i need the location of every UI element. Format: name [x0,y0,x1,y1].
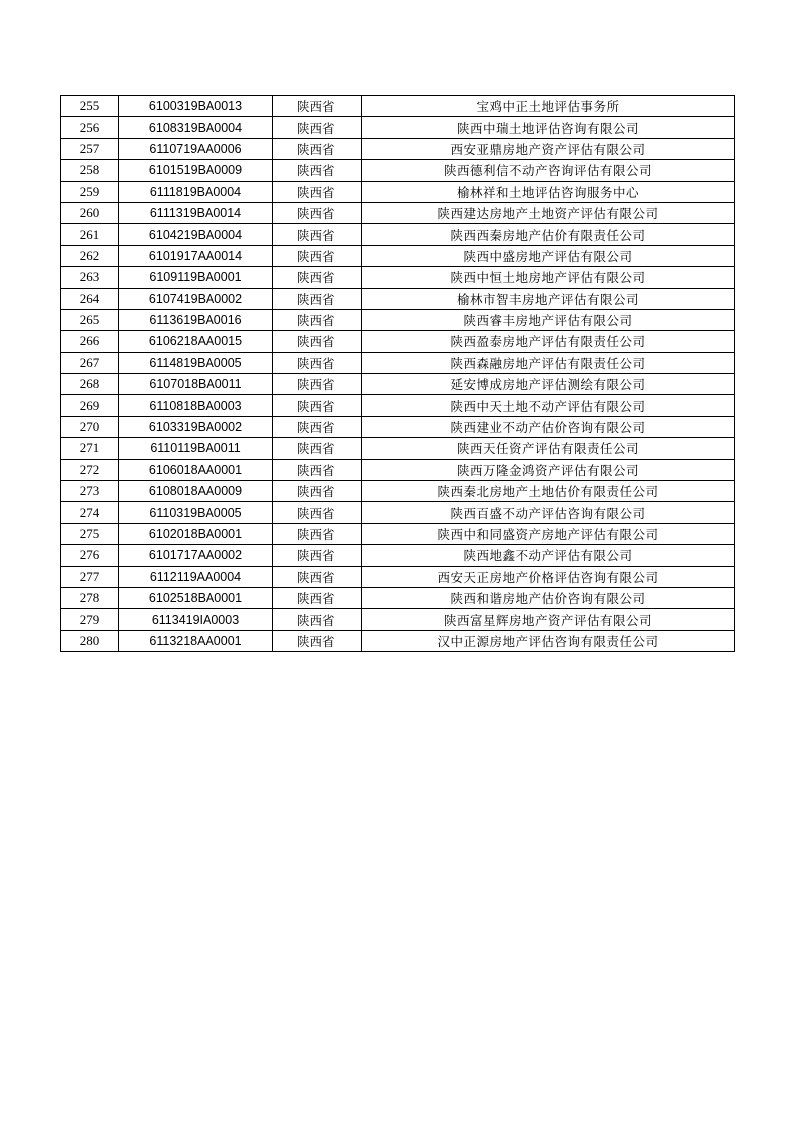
row-number-cell: 278 [61,587,119,608]
row-number-cell: 266 [61,331,119,352]
company-name-cell: 西安天正房地产价格评估咨询有限公司 [362,566,735,587]
registration-code-cell: 6114819BA0005 [119,352,273,373]
province-cell: 陕西省 [273,224,362,245]
company-name-cell: 陕西西秦房地产估价有限责任公司 [362,224,735,245]
province-cell: 陕西省 [273,117,362,138]
table-row [61,181,735,202]
table-row [61,202,735,223]
row-number-cell: 273 [61,481,119,502]
province-cell: 陕西省 [273,545,362,566]
table-row [61,267,735,288]
table-row [61,224,735,245]
company-name-cell: 陕西中恒土地房地产评估有限公司 [362,267,735,288]
province-cell: 陕西省 [273,138,362,159]
table-row [61,160,735,181]
company-name-cell: 陕西中和同盛资产房地产评估有限公司 [362,523,735,544]
registration-code-cell: 6108319BA0004 [119,117,273,138]
registration-code-cell: 6113419IA0003 [119,609,273,630]
row-number-cell: 259 [61,181,119,202]
row-number-cell: 275 [61,523,119,544]
table-row [61,395,735,416]
province-cell: 陕西省 [273,609,362,630]
table-row [61,96,735,117]
table-row [61,502,735,523]
row-number-cell: 268 [61,374,119,395]
row-number-cell: 257 [61,138,119,159]
province-cell: 陕西省 [273,566,362,587]
registration-code-cell: 6101917AA0014 [119,245,273,266]
registration-code-cell: 6107018BA0011 [119,374,273,395]
agency-table [60,95,735,652]
row-number-cell: 258 [61,160,119,181]
company-name-cell: 陕西中瑞土地评估咨询有限公司 [362,117,735,138]
registration-code-cell: 6111819BA0004 [119,181,273,202]
province-cell: 陕西省 [273,288,362,309]
table-row [61,416,735,437]
company-name-cell: 陕西建业不动产估价咨询有限公司 [362,416,735,437]
province-cell: 陕西省 [273,96,362,117]
province-cell: 陕西省 [273,309,362,330]
table-row [61,630,735,651]
row-number-cell: 270 [61,416,119,437]
row-number-cell: 265 [61,309,119,330]
company-name-cell: 宝鸡中正土地评估事务所 [362,96,735,117]
registration-code-cell: 6110818BA0003 [119,395,273,416]
company-name-cell: 陕西天任资产评估有限责任公司 [362,438,735,459]
province-cell: 陕西省 [273,267,362,288]
row-number-cell: 261 [61,224,119,245]
table-row [61,352,735,373]
row-number-cell: 263 [61,267,119,288]
registration-code-cell: 6102518BA0001 [119,587,273,608]
province-cell: 陕西省 [273,459,362,480]
province-cell: 陕西省 [273,502,362,523]
province-cell: 陕西省 [273,481,362,502]
company-name-cell: 陕西中天土地不动产评估有限公司 [362,395,735,416]
company-name-cell: 陕西百盛不动产评估咨询有限公司 [362,502,735,523]
province-cell: 陕西省 [273,245,362,266]
registration-code-cell: 6108018AA0009 [119,481,273,502]
company-name-cell: 榆林市智丰房地产评估有限公司 [362,288,735,309]
province-cell: 陕西省 [273,160,362,181]
province-cell: 陕西省 [273,395,362,416]
province-cell: 陕西省 [273,523,362,544]
province-cell: 陕西省 [273,202,362,223]
agency-table-body [61,96,735,652]
registration-code-cell: 6113218AA0001 [119,630,273,651]
province-cell: 陕西省 [273,331,362,352]
registration-code-cell: 6107419BA0002 [119,288,273,309]
table-row [61,438,735,459]
province-cell: 陕西省 [273,181,362,202]
province-cell: 陕西省 [273,416,362,437]
company-name-cell: 榆林祥和土地评估咨询服务中心 [362,181,735,202]
table-row [61,523,735,544]
company-name-cell: 西安亚鼎房地产资产评估有限公司 [362,138,735,159]
row-number-cell: 262 [61,245,119,266]
table-row [61,587,735,608]
row-number-cell: 272 [61,459,119,480]
table-row [61,288,735,309]
row-number-cell: 276 [61,545,119,566]
registration-code-cell: 6104219BA0004 [119,224,273,245]
registration-code-cell: 6110719AA0006 [119,138,273,159]
table-row [61,309,735,330]
company-name-cell: 陕西森融房地产评估有限责任公司 [362,352,735,373]
company-name-cell: 汉中正源房地产评估咨询有限责任公司 [362,630,735,651]
company-name-cell: 陕西和谐房地产估价咨询有限公司 [362,587,735,608]
company-name-cell: 陕西富星辉房地产资产评估有限公司 [362,609,735,630]
province-cell: 陕西省 [273,352,362,373]
table-row [61,459,735,480]
table-row [61,374,735,395]
registration-code-cell: 6101519BA0009 [119,160,273,181]
registration-code-cell: 6112119AA0004 [119,566,273,587]
registration-code-cell: 6106218AA0015 [119,331,273,352]
row-number-cell: 277 [61,566,119,587]
registration-code-cell: 6111319BA0014 [119,202,273,223]
row-number-cell: 271 [61,438,119,459]
company-name-cell: 陕西中盛房地产评估有限公司 [362,245,735,266]
company-name-cell: 陕西盈泰房地产评估有限责任公司 [362,331,735,352]
province-cell: 陕西省 [273,438,362,459]
company-name-cell: 陕西万隆金鸿资产评估有限公司 [362,459,735,480]
row-number-cell: 267 [61,352,119,373]
table-row [61,481,735,502]
registration-code-cell: 6102018BA0001 [119,523,273,544]
registration-code-cell: 6100319BA0013 [119,96,273,117]
company-name-cell: 陕西德利信不动产咨询评估有限公司 [362,160,735,181]
table-row [61,545,735,566]
company-name-cell: 陕西睿丰房地产评估有限公司 [362,309,735,330]
registration-code-cell: 6109119BA0001 [119,267,273,288]
registration-code-cell: 6110319BA0005 [119,502,273,523]
province-cell: 陕西省 [273,587,362,608]
table-row [61,609,735,630]
registration-code-cell: 6113619BA0016 [119,309,273,330]
row-number-cell: 280 [61,630,119,651]
table-row [61,566,735,587]
company-name-cell: 延安博成房地产评估测绘有限公司 [362,374,735,395]
row-number-cell: 269 [61,395,119,416]
row-number-cell: 256 [61,117,119,138]
province-cell: 陕西省 [273,630,362,651]
company-name-cell: 陕西秦北房地产土地估价有限责任公司 [362,481,735,502]
table-row [61,245,735,266]
registration-code-cell: 6106018AA0001 [119,459,273,480]
company-name-cell: 陕西建达房地产土地资产评估有限公司 [362,202,735,223]
row-number-cell: 260 [61,202,119,223]
registration-code-cell: 6103319BA0002 [119,416,273,437]
company-name-cell: 陕西地鑫不动产评估有限公司 [362,545,735,566]
registration-code-cell: 6101717AA0002 [119,545,273,566]
row-number-cell: 255 [61,96,119,117]
province-cell: 陕西省 [273,374,362,395]
row-number-cell: 279 [61,609,119,630]
table-row [61,138,735,159]
table-row [61,117,735,138]
row-number-cell: 274 [61,502,119,523]
registration-code-cell: 6110119BA0011 [119,438,273,459]
row-number-cell: 264 [61,288,119,309]
table-row [61,331,735,352]
